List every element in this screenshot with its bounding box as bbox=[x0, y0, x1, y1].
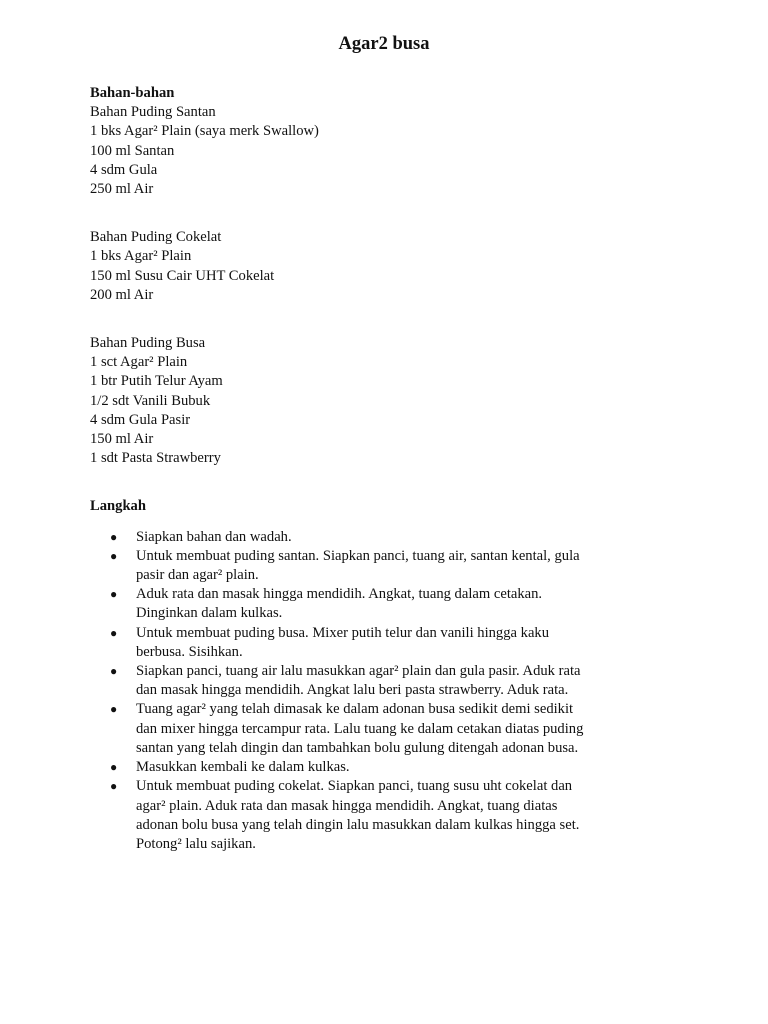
step-text-line: Potong² lalu sajikan. bbox=[136, 835, 256, 852]
ingredient-item: 1 btr Putih Telur Ayam bbox=[90, 373, 223, 390]
bullet-icon: ● bbox=[110, 702, 118, 717]
ingredient-group bbox=[90, 334, 690, 468]
ingredient-item: 250 ml Air bbox=[90, 181, 154, 198]
step-item bbox=[90, 758, 690, 777]
step-text-line: berbusa. Sisihkan. bbox=[136, 643, 243, 660]
step-text-line: Siapkan bahan dan wadah. bbox=[136, 528, 292, 545]
step-text-line: pasir dan agar² plain. bbox=[136, 567, 259, 584]
step-text-line: Aduk rata dan masak hingga mendidih. Angkat, tuang dalam cetakan. bbox=[136, 586, 543, 603]
bullet-icon: ● bbox=[110, 529, 118, 544]
bullet-icon: ● bbox=[110, 548, 118, 563]
ingredient-group bbox=[90, 103, 690, 199]
step-text-line: Siapkan panci, tuang air lalu masukkan agar² plain dan gula pasir. Aduk rata bbox=[136, 663, 581, 680]
ingredient-item: 1 bks Agar² Plain (saya merk Swallow) bbox=[90, 123, 319, 140]
step-item bbox=[90, 585, 690, 623]
bullet-icon: ● bbox=[110, 625, 118, 640]
step-text-line: agar² plain. Aduk rata dan masak hingga mendidih. Angkat, tuang diatas bbox=[136, 797, 558, 814]
bullet-icon: ● bbox=[110, 779, 118, 794]
ingredient-item: 150 ml Air bbox=[90, 431, 154, 448]
ingredient-group-title: Bahan Puding Cokelat bbox=[90, 229, 222, 246]
step-item bbox=[90, 528, 690, 547]
step-item bbox=[90, 547, 690, 585]
ingredient-item: 1 bks Agar² Plain bbox=[90, 248, 192, 265]
bullet-icon: ● bbox=[110, 760, 118, 775]
ingredient-groups bbox=[90, 103, 690, 468]
step-item bbox=[90, 777, 690, 854]
bullet-icon: ● bbox=[110, 664, 118, 679]
step-text-line: santan yang telah dingin dan tambahkan bolu gulung ditengah adonan busa. bbox=[136, 739, 579, 756]
steps-list bbox=[90, 528, 690, 854]
step-text-line: Untuk membuat puding santan. Siapkan panci, tuang air, santan kental, gula bbox=[136, 547, 580, 564]
ingredient-item: 1 sct Agar² Plain bbox=[90, 354, 188, 371]
ingredient-item: 200 ml Air bbox=[90, 286, 154, 303]
ingredient-item: 4 sdm Gula bbox=[90, 161, 158, 178]
step-text-line: Masukkan kembali ke dalam kulkas. bbox=[136, 759, 350, 776]
ingredient-item: 1 sdt Pasta Strawberry bbox=[90, 450, 221, 467]
step-item bbox=[90, 662, 690, 700]
step-text-line: Tuang agar² yang telah dimasak ke dalam adonan busa sedikit demi sedikit bbox=[136, 701, 574, 718]
step-item bbox=[90, 624, 690, 662]
step-text-line: Untuk membuat puding busa. Mixer putih telur dan vanili hingga kaku bbox=[136, 624, 550, 641]
steps-heading: Langkah bbox=[90, 498, 146, 515]
ingredient-item: 150 ml Susu Cair UHT Cokelat bbox=[90, 267, 275, 284]
step-item bbox=[90, 700, 690, 758]
bullet-icon: ● bbox=[110, 587, 118, 602]
step-text-line: adonan bolu busa yang telah dingin lalu masukkan dalam kulkas hingga set. bbox=[136, 816, 580, 833]
step-text-line: Untuk membuat puding cokelat. Siapkan panci, tuang susu uht cokelat dan bbox=[136, 778, 573, 795]
ingredient-item: 1/2 sdt Vanili Bubuk bbox=[90, 392, 211, 409]
document-body bbox=[90, 84, 690, 854]
ingredient-group-title: Bahan Puding Santan bbox=[90, 104, 216, 121]
ingredient-item: 100 ml Santan bbox=[90, 142, 175, 159]
ingredient-group bbox=[90, 228, 690, 305]
step-text-line: Dinginkan dalam kulkas. bbox=[136, 605, 283, 622]
step-text-line: dan mixer hingga tercampur rata. Lalu tuang ke dalam cetakan diatas puding bbox=[136, 720, 584, 737]
ingredient-group-title: Bahan Puding Busa bbox=[90, 335, 206, 352]
ingredient-item: 4 sdm Gula Pasir bbox=[90, 411, 191, 428]
ingredients-heading: Bahan-bahan bbox=[90, 85, 175, 101]
document-title: Agar2 busa bbox=[338, 34, 430, 54]
step-text-line: dan masak hingga mendidih. Angkat lalu beri pasta strawberry. Aduk rata. bbox=[136, 682, 569, 699]
